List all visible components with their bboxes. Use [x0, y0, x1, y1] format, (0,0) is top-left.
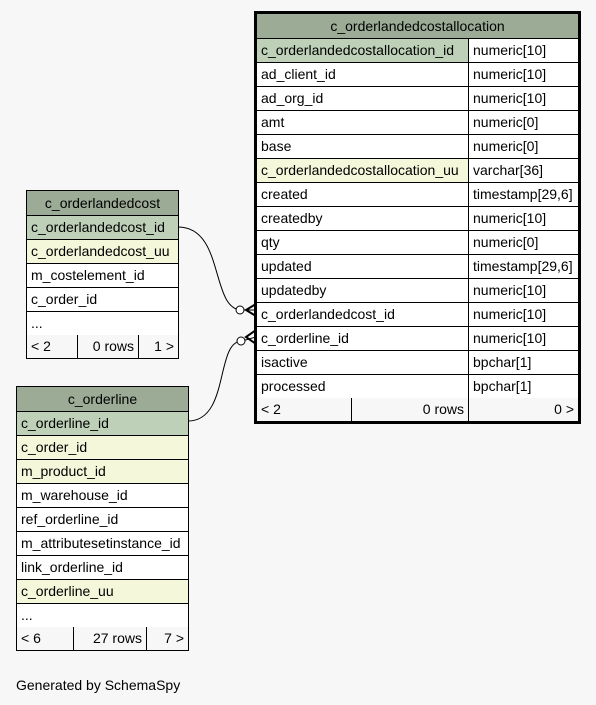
table-row[interactable]: [17, 508, 188, 532]
table-row[interactable]: [257, 255, 578, 279]
column-type: varchar[36]: [468, 159, 578, 182]
table-row[interactable]: [257, 39, 578, 63]
column-type: numeric[10]: [468, 63, 578, 86]
column-name: c_orderline_id: [17, 412, 188, 435]
column-type: numeric[10]: [468, 279, 578, 302]
column-name: ...: [17, 604, 188, 627]
table-row[interactable]: [27, 264, 178, 288]
row-count: 0 rows: [351, 398, 468, 421]
column-name: ref_orderline_id: [17, 508, 188, 531]
children-count[interactable]: 1 >: [138, 335, 178, 358]
column-name: amt: [257, 111, 468, 134]
table-row[interactable]: [27, 240, 178, 264]
column-name: m_attributesetinstance_id: [17, 532, 188, 555]
column-name: m_product_id: [17, 460, 188, 483]
column-name: updated: [257, 255, 468, 278]
table-row[interactable]: [17, 412, 188, 436]
table-row[interactable]: [257, 375, 578, 398]
table-footer: [27, 335, 178, 358]
column-name: c_orderlandedcost_uu: [27, 240, 178, 263]
table-row[interactable]: [27, 216, 178, 240]
column-name: c_orderline_uu: [17, 580, 188, 603]
column-name: isactive: [257, 351, 468, 374]
row-count: 0 rows: [77, 335, 138, 358]
column-name: c_order_id: [17, 436, 188, 459]
table-row[interactable]: [17, 580, 188, 604]
parents-count[interactable]: < 2: [27, 335, 77, 358]
connector-landedcost-optional-marker: [236, 306, 244, 314]
column-name: m_costelement_id: [27, 264, 178, 287]
column-type: numeric[0]: [468, 135, 578, 158]
column-type: numeric[0]: [468, 231, 578, 254]
parents-count[interactable]: < 2: [257, 398, 351, 421]
connector-landedcost: [178, 227, 256, 310]
table-row[interactable]: [27, 288, 178, 312]
column-name: ad_client_id: [257, 63, 468, 86]
table-row[interactable]: [257, 135, 578, 159]
column-type: numeric[10]: [468, 39, 578, 62]
table-row[interactable]: [257, 183, 578, 207]
table-row[interactable]: [17, 604, 188, 627]
column-name: link_orderline_id: [17, 556, 188, 579]
table-title: c_orderlandedcostallocation: [257, 14, 578, 39]
column-type: numeric[10]: [468, 207, 578, 230]
row-count: 27 rows: [73, 627, 146, 650]
column-name: created: [257, 183, 468, 206]
table-row[interactable]: [257, 279, 578, 303]
connector-orderline-optional-marker: [237, 337, 245, 345]
table-row[interactable]: [17, 436, 188, 460]
connector-orderline: [188, 337, 256, 421]
table-footer: [17, 627, 188, 650]
table-row[interactable]: [257, 327, 578, 351]
column-name: processed: [257, 375, 468, 398]
table-row[interactable]: [27, 312, 178, 335]
column-type: numeric[0]: [468, 111, 578, 134]
table-row[interactable]: [257, 111, 578, 135]
column-name: c_orderlandedcost_id: [257, 303, 468, 326]
children-count[interactable]: 0 >: [468, 398, 578, 421]
generated-by-text: Generated by SchemaSpy: [16, 677, 181, 693]
column-type: timestamp[29,6]: [468, 255, 578, 278]
table-row[interactable]: [17, 460, 188, 484]
table-c-orderlandedcostallocation[interactable]: [254, 11, 581, 424]
table-row[interactable]: [257, 159, 578, 183]
table-row[interactable]: [257, 87, 578, 111]
column-name: c_orderlandedcostallocation_uu: [257, 159, 468, 182]
table-row[interactable]: [257, 303, 578, 327]
children-count[interactable]: 7 >: [146, 627, 188, 650]
table-title: c_orderlandedcost: [27, 191, 178, 216]
table-c-orderline[interactable]: [16, 386, 189, 651]
table-row[interactable]: [257, 351, 578, 375]
table-row[interactable]: [257, 231, 578, 255]
table-title: c_orderline: [17, 387, 188, 412]
table-c-orderlandedcost[interactable]: [26, 190, 179, 359]
column-name: createdby: [257, 207, 468, 230]
column-name: c_orderlandedcost_id: [27, 216, 178, 239]
column-name: ad_org_id: [257, 87, 468, 110]
column-type: bpchar[1]: [468, 375, 578, 398]
column-name: base: [257, 135, 468, 158]
column-name: ...: [27, 312, 178, 335]
column-type: timestamp[29,6]: [468, 183, 578, 206]
parents-count[interactable]: < 6: [17, 627, 73, 650]
column-type: numeric[10]: [468, 87, 578, 110]
table-row[interactable]: [17, 532, 188, 556]
table-footer: [257, 398, 578, 421]
column-type: bpchar[1]: [468, 351, 578, 374]
table-row[interactable]: [17, 556, 188, 580]
column-type: numeric[10]: [468, 327, 578, 350]
column-name: c_order_id: [27, 288, 178, 311]
table-row[interactable]: [257, 63, 578, 87]
column-name: m_warehouse_id: [17, 484, 188, 507]
table-row[interactable]: [257, 207, 578, 231]
column-name: c_orderline_id: [257, 327, 468, 350]
column-name: qty: [257, 231, 468, 254]
column-name: updatedby: [257, 279, 468, 302]
table-row[interactable]: [17, 484, 188, 508]
column-name: c_orderlandedcostallocation_id: [257, 39, 468, 62]
column-type: numeric[10]: [468, 303, 578, 326]
